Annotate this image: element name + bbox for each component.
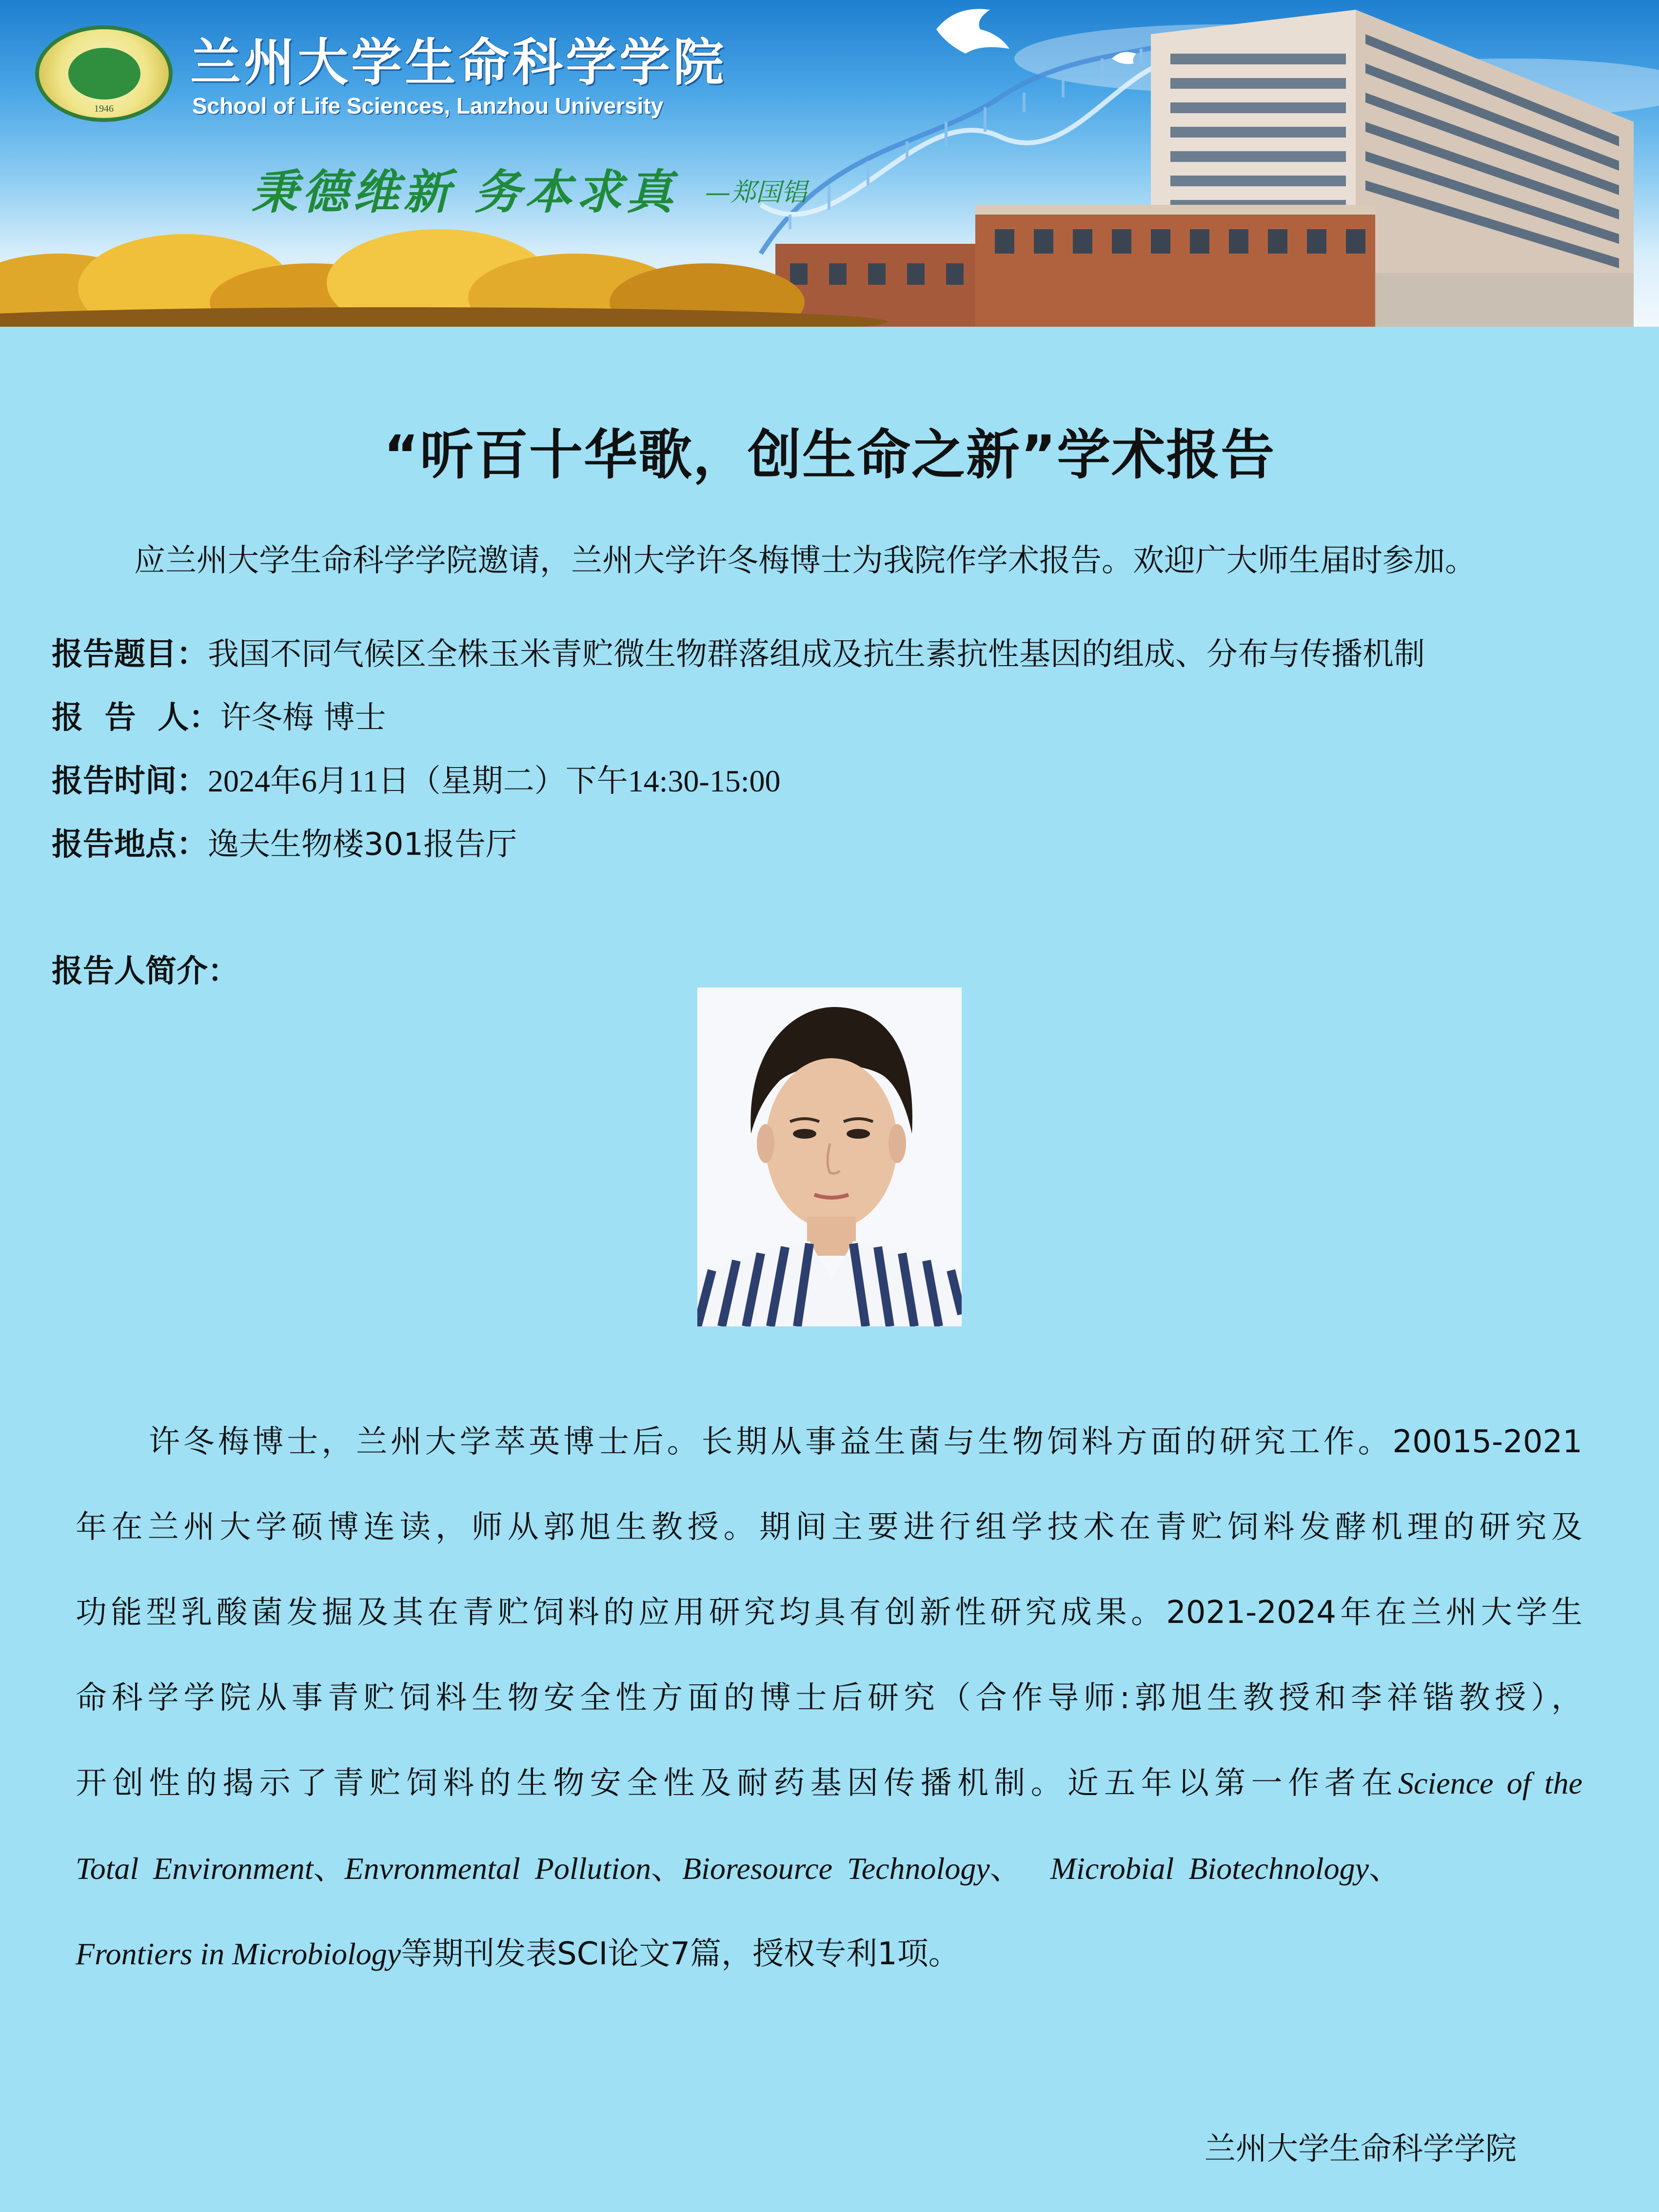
bio-heading: 报告人简介： bbox=[52, 953, 239, 989]
separator: 、 bbox=[989, 1851, 1021, 1887]
bio-line-text: 命科学学院从事青贮饲料生物安全性方面的博士后研究（合作导师:郭旭生教授和李祥锴教授）， bbox=[76, 1680, 1582, 1716]
speaker-portrait bbox=[697, 988, 962, 1326]
portrait-image bbox=[697, 988, 962, 1326]
bio-line-text: 功能型乳酸菌发掘及其在青贮饲料的应用研究均具有创新性研究成果。2021-2024年在兰州大学生 bbox=[76, 1595, 1582, 1631]
bio-line bbox=[76, 1758, 1582, 1803]
time-value: 2024年6月11日（星期二）下午14:30-15:00 bbox=[208, 764, 781, 798]
bio-line bbox=[76, 1587, 1582, 1632]
journal-name: Microbial Biotechnology bbox=[1050, 1851, 1369, 1886]
info-time bbox=[52, 756, 781, 801]
journal-name: Total Environment bbox=[76, 1851, 314, 1886]
speaker-value: 许冬梅 博士 bbox=[220, 700, 386, 736]
bio-line bbox=[76, 1673, 1582, 1718]
motto-signature: —郑国锠 bbox=[705, 178, 807, 207]
bio-line bbox=[76, 1843, 1582, 1888]
school-motto: 秉德维新 务本求真 bbox=[251, 164, 677, 219]
info-place bbox=[52, 819, 517, 864]
time-label: 报告时间： bbox=[52, 763, 208, 799]
bio-line-text: 开创性的揭示了青贮饲料的生物安全性及耐药基因传播机制。近五年以第一作者在 bbox=[76, 1765, 1398, 1801]
header-banner bbox=[0, 0, 1659, 327]
topic-label: 报告题目： bbox=[52, 636, 208, 672]
logo-year: 1946 bbox=[94, 103, 114, 114]
info-topic bbox=[52, 629, 1425, 674]
journal-name: Bioresource Technology bbox=[682, 1851, 990, 1886]
school-name-en: School of Life Sciences, Lanzhou University bbox=[192, 93, 664, 118]
separator: 、 bbox=[651, 1851, 682, 1887]
bio-line bbox=[76, 1929, 1582, 1974]
bio-line-text: 年在兰州大学硕博连读，师从郭旭生教授。期间主要进行组学技术在青贮饲料发酵机理的研究及 bbox=[76, 1509, 1582, 1545]
bio-line bbox=[149, 1417, 1582, 1462]
journal-name: Frontiers in Microbiology bbox=[76, 1936, 401, 1971]
page-title: “听百十华歌，创生命之新”学术报告 bbox=[383, 424, 1276, 486]
intro-paragraph: 应兰州大学生命科学学院邀请，兰州大学许冬梅博士为我院作学术报告。欢迎广大师生届时参加。 bbox=[134, 543, 1476, 579]
speaker-label: 报 告 人： bbox=[52, 700, 220, 736]
bio-line-text: 许冬梅博士，兰州大学萃英博士后。长期从事益生菌与生物饲料方面的研究工作。20015-2021 bbox=[149, 1424, 1582, 1460]
trees-graphic bbox=[0, 229, 888, 327]
bio-line-text: 等期刊发表SCI论文7篇，授权专利1项。 bbox=[401, 1936, 960, 1972]
topic-value: 我国不同气候区全株玉米青贮微生物群落组成及抗生素抗性基因的组成、分布与传播机制 bbox=[208, 636, 1425, 672]
school-name-cn: 兰州大学生命科学学院 bbox=[190, 33, 727, 92]
footer-signature: 兰州大学生命科学学院 bbox=[1205, 2131, 1517, 2167]
journal-name: Science of the bbox=[1398, 1766, 1583, 1800]
place-value: 逸夫生物楼301报告厅 bbox=[208, 827, 517, 863]
university-logo bbox=[35, 25, 173, 122]
info-speaker bbox=[52, 692, 386, 737]
bio-line bbox=[76, 1502, 1582, 1547]
logo-emblem-icon bbox=[68, 48, 140, 99]
separator: 、 bbox=[1368, 1851, 1400, 1887]
place-label: 报告地点： bbox=[52, 827, 208, 863]
building-graphic bbox=[775, 10, 1634, 327]
journal-name: Envronmental Pollution bbox=[344, 1851, 651, 1886]
separator: 、 bbox=[313, 1851, 345, 1887]
